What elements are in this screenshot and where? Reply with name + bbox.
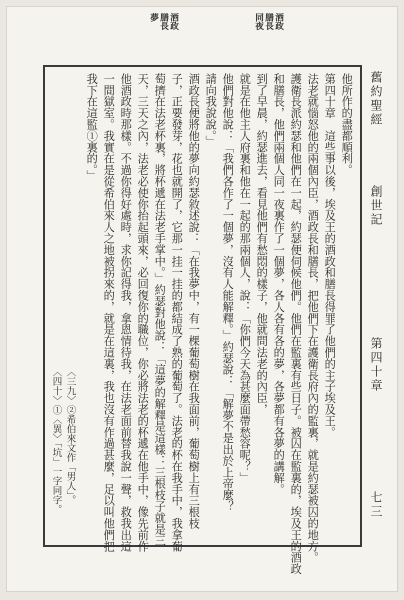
margin-tag-line: 夢 [148, 13, 159, 22]
margin-tag-left [150, 13, 180, 57]
book-page [6, 6, 398, 592]
margin-tag-line: 膳長 [158, 13, 169, 31]
text-frame [43, 65, 362, 575]
chapter-title: 創世記 [369, 185, 383, 227]
text-column: 一間獄室。我實在是從希伯來人之地被拐來的，就是在這裏，我也沒有作過甚麼，足以叫他們把 [102, 73, 116, 552]
margin-tag-right [255, 13, 285, 57]
text-column: 請向我說說。」 [204, 73, 218, 148]
text-column: 就是在他主人府裏和他在一起的那兩個人，說：「你們今天為甚麼面帶愁容呢？」 [238, 73, 252, 484]
text-column: 第四十章 這些事以後，埃及王的酒政和膳長得罪了他們的主子埃及王。 [323, 73, 337, 438]
text-column: 護衛長派約瑟和他們在一起，約瑟便伺候他們。他們在監裏有些日子。被囚在監裏的，埃及王的酒政 [289, 73, 303, 575]
text-column: 和膳長，他們兩個人同一夜裏作了一個夢，各人各有各的夢，各夢都有各夢的講解。 [272, 73, 286, 495]
text-column: 他們對他說：「我們各作了一個夢，沒有人能解釋。」約瑟說：「解夢不是出於上帝麼？ [221, 73, 235, 512]
margin-tag-line: 酒政 [273, 13, 284, 31]
text-column: 他所作的盡都順利。 [340, 73, 354, 176]
footnote: 〈三九〉②希伯來文作「男人」。 [64, 367, 76, 505]
text-column: 他酒政時那樣。不過你得好處時，求你記得我，拿恩情待我，在法老面前替我說一聲，救我出這 [119, 73, 133, 552]
footnote: 〈四十〉①〈異〉「坑」一字同字。 [50, 367, 62, 515]
text-column: 酒政長便將他的夢向約瑟敘述說：「在我夢中，有一棵葡萄樹在我面前，葡萄樹上有三根枝 [187, 73, 201, 529]
text-column: 子，正要發芽，花也就開了，它那一挂一挂的都結成了熟的葡萄了。法老的杯在我手中，我拿葡 [170, 73, 184, 552]
chapter-number: 第四十章 [369, 337, 383, 393]
margin-tag-line: 膳長 [263, 13, 274, 31]
text-column: 萄擠在法老杯裏，將杯遞在法老手掌中。」約瑟對他說：「這夢的解釋是這樣：三根枝子就是三 [153, 73, 167, 547]
text-column: 天，三天之內，法老必使你抬起頭來，必回復你的職位，你必將法老的杯遞在他手中，像先前作 [136, 73, 150, 552]
text-column: 法老就惱怒他的兩個內臣，酒政長和膳長，把他們下在護衛長府內的監裏，就是約瑟被囚的地方。 [306, 73, 320, 564]
text-column: 我下在這監①裏的。」 [85, 73, 99, 182]
margin-tag-line: 酒政 [168, 13, 179, 31]
book-title: 舊約聖經 [369, 71, 383, 127]
text-column: 到了早晨，約瑟進去，看見他們有愁悶的樣子，他就問法老的內臣， [255, 73, 269, 415]
page-number: 七三 [369, 491, 383, 519]
margin-tag-line: 同夜 [253, 13, 264, 31]
